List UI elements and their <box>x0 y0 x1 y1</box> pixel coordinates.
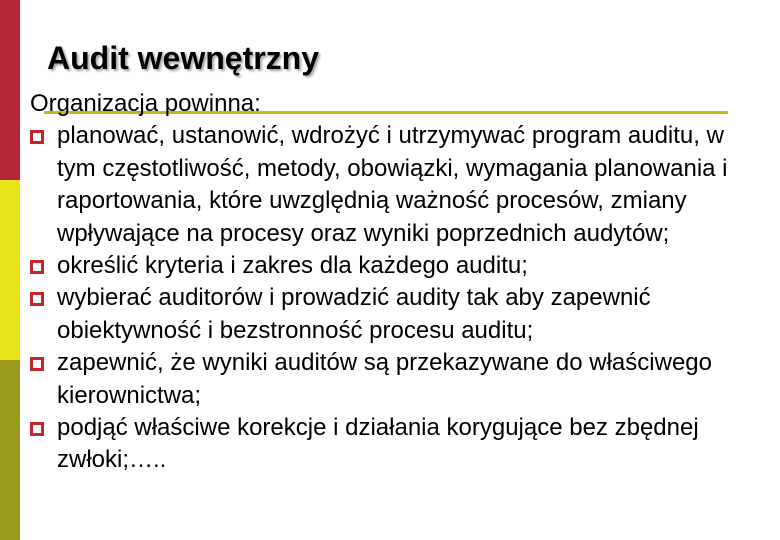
list-item-text: zapewnić, że wyniki auditów są przekazywane do właściwego kierownictwa; <box>57 349 712 409</box>
sidebar-accent-bar <box>0 0 20 540</box>
list-item <box>30 120 750 250</box>
list-item <box>30 412 750 477</box>
intro-text: Organizacja powinna: <box>30 90 261 117</box>
square-bullet-icon <box>30 130 44 144</box>
sidebar-segment-bottom <box>0 360 20 540</box>
list-item <box>30 282 750 347</box>
list-item <box>30 250 750 282</box>
list-item-text: podjąć właściwe korekcje i działania korygujące bez zbędnej zwłoki;….. <box>57 414 699 474</box>
slide-content <box>30 88 750 477</box>
slide-title: Audit wewnętrzny <box>47 40 320 76</box>
list-item <box>30 347 750 412</box>
square-bullet-icon <box>30 292 44 306</box>
sidebar-segment-top <box>0 0 20 180</box>
list-item-text: wybierać auditorów i prowadzić audity tak aby zapewnić obiektywność i bezstronność procesu auditu; <box>57 284 651 344</box>
bullet-list <box>30 120 750 476</box>
sidebar-segment-middle <box>0 180 20 360</box>
list-item-text: planować, ustanowić, wdrożyć i utrzymywać program auditu, w tym częstotliwość, metody, obowiązki, wymagania planowania i raportowania, które uwzględnią ważność procesów, zmiany wpływające na procesy oraz wyniki poprzednich audytów; <box>57 122 728 247</box>
square-bullet-icon <box>30 260 44 274</box>
square-bullet-icon <box>30 422 44 436</box>
list-item-text: określić kryteria i zakres dla każdego auditu; <box>57 252 528 280</box>
square-bullet-icon <box>30 357 44 371</box>
